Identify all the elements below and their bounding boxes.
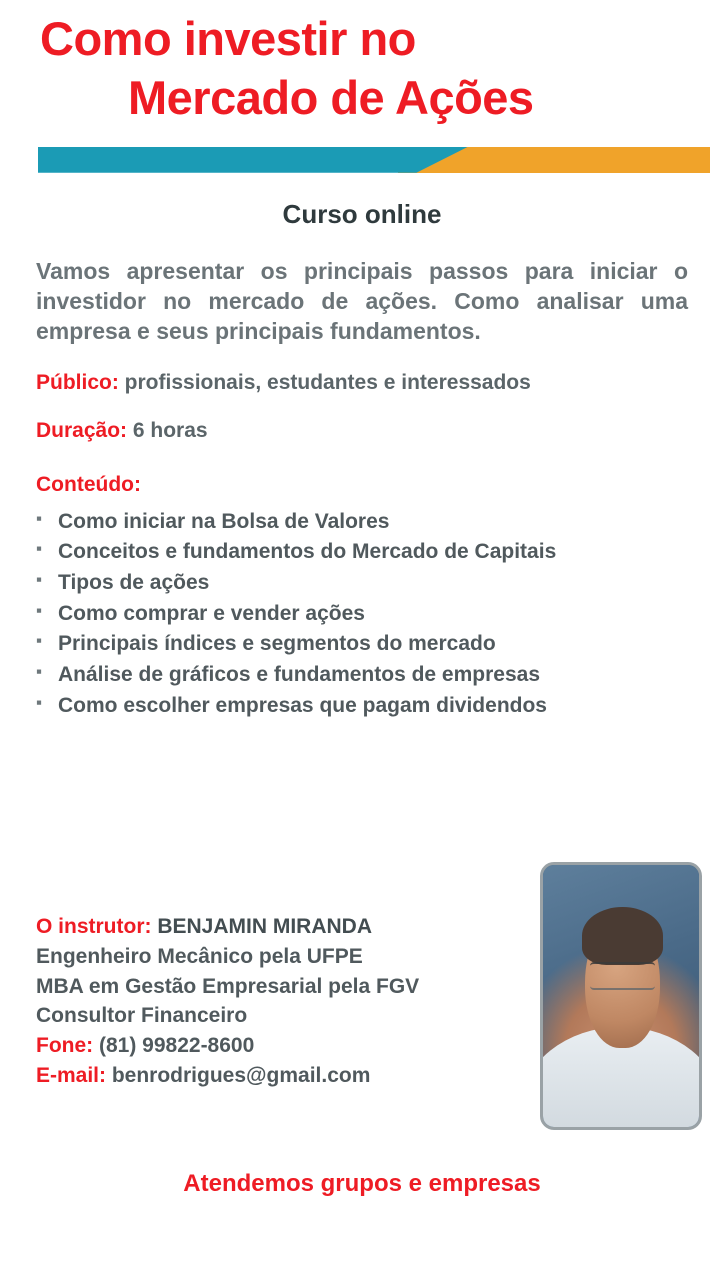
footer-note: Atendemos grupos e empresas — [183, 1170, 541, 1197]
audience-label: Público: — [36, 370, 119, 394]
instructor-phone-row — [36, 1031, 536, 1061]
photo-hair — [582, 907, 663, 965]
instructor-education-2: MBA em Gestão Empresarial pela FGV — [36, 974, 420, 998]
page-title-line-2: Mercado de Ações — [128, 71, 534, 125]
audience-row — [36, 371, 706, 395]
duration-value: 6 horas — [127, 418, 208, 442]
phone-label: Fone: — [36, 1034, 94, 1058]
glasses-icon — [590, 962, 656, 990]
decorative-bar — [38, 143, 710, 177]
email-label: E-mail: — [36, 1064, 107, 1088]
course-subtitle: Curso online — [282, 198, 442, 229]
page-title-line-1: Como investir no — [40, 12, 416, 65]
duration-row — [36, 419, 706, 443]
instructor-education-1: Engenheiro Mecânico pela UFPE — [36, 944, 363, 968]
title-block — [18, 0, 706, 123]
list-item: ▪ Tipos de ações — [36, 568, 706, 599]
instructor-email-row — [36, 1061, 536, 1091]
audience-value: profissionais, estudantes e interessados — [118, 370, 531, 394]
instructor-photo — [540, 862, 702, 1130]
duration-label: Duração: — [36, 418, 128, 442]
list-item: ▪ Como comprar e vender ações — [36, 599, 706, 630]
list-item: ▪ Conceitos e fundamentos do Mercado de Capitais — [36, 537, 706, 568]
list-item: ▪ Como escolher empresas que pagam dividendos — [36, 691, 706, 722]
phone-value: (81) 99822-8600 — [93, 1034, 255, 1058]
instructor-role: Consultor Financeiro — [36, 1004, 248, 1028]
topics-list — [18, 507, 706, 722]
content-heading: Conteúdo: — [36, 472, 141, 496]
list-item: ▪ Principais índices e segmentos do mercado — [36, 629, 706, 660]
course-description: Vamos apresentar os principais passos para iniciar o investidor no mercado de ações. Como analisar uma empresa e seus principais fundamentos. — [36, 257, 688, 345]
instructor-name: BENJAMIN MIRANDA — [151, 915, 372, 938]
list-item: ▪ Como iniciar na Bolsa de Valores — [36, 507, 706, 538]
instructor-label: O instrutor: — [36, 915, 152, 938]
instructor-block — [36, 912, 536, 1091]
instructor-name-row — [36, 912, 536, 942]
bar-teal-segment — [38, 147, 468, 173]
list-item: ▪ Análise de gráficos e fundamentos de empresas — [36, 660, 706, 691]
email-value: benrodrigues@gmail.com — [106, 1064, 371, 1088]
